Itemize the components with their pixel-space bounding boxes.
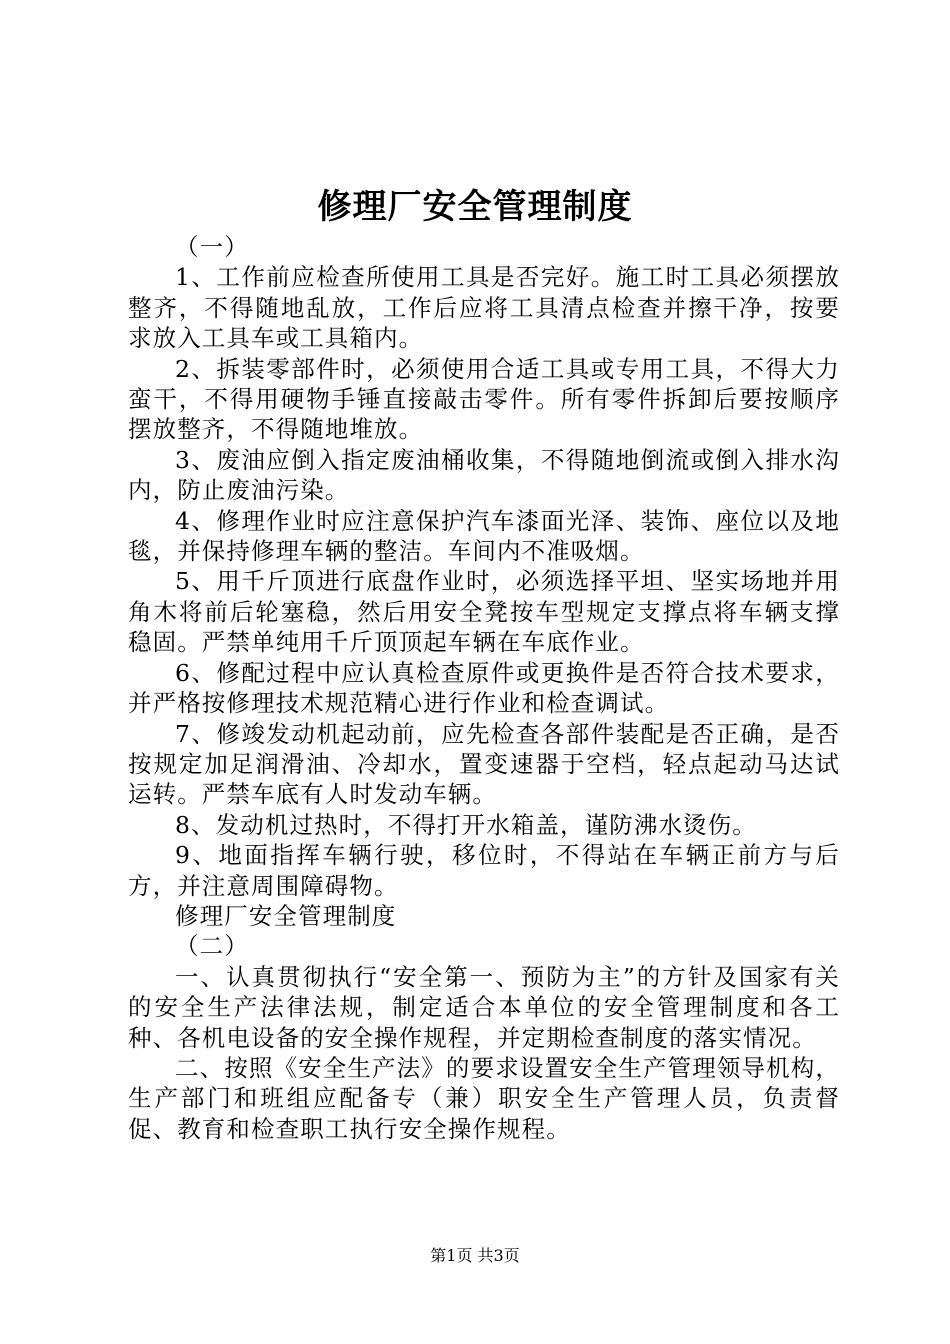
- paragraph-rule-4: 4、修理作业时应注意保护汽车漆面光泽、装饰、座位以及地毯，并保持修理车辆的整洁。车间内不准吸烟。: [128, 506, 840, 566]
- section-heading-2: （二）: [175, 932, 249, 961]
- paragraph-rule-2: 2、拆装零部件时，必须使用合适工具或专用工具，不得大力蛮干，不得用硬物手锤直接敲击零件。所有零件拆卸后要按顺序摆放整齐，不得随地堆放。: [128, 354, 840, 444]
- page-footer: 第1页 共3页: [430, 1246, 520, 1265]
- paragraph-rule-9: 9、地面指挥车辆行驶，移位时，不得站在车辆正前方与后方，并注意周围障碍物。: [128, 841, 840, 900]
- paragraph-rule-7: 7、修竣发动机起动前，应先检查各部件装配是否正确，是否按规定加足润滑油、冷却水，置变速器于空档，轻点起动马达试运转。严禁车底有人时发动车辆。: [128, 719, 840, 809]
- paragraph-article-1: 一、认真贯彻执行“安全第一、预防为主”的方针及国家有关的安全生产法律法规，制定适合本单位的安全管理制度和各工种、各机电设备的安全操作规程，并定期检查制度的落实情况。: [128, 962, 840, 1052]
- paragraph-article-2: 二、按照《安全生产法》的要求设置安全生产管理领导机构，生产部门和班组应配备专（兼）职安全生产管理人员，负责督促、教育和检查职工执行安全操作规程。: [128, 1053, 840, 1143]
- section-heading-1: （一）: [175, 233, 249, 261]
- paragraph-rule-3: 3、废油应倒入指定废油桶收集，不得随地倒流或倒入排水沟内，防止废油污染。: [128, 445, 840, 505]
- document-body: [128, 232, 840, 1144]
- section-subtitle: 修理厂安全管理制度: [175, 901, 397, 930]
- paragraph-rule-6: 6、修配过程中应认真检查原件或更换件是否符合技术要求，并严格按修理技术规范精心进行作业和检查调试。: [128, 658, 840, 718]
- paragraph-rule-8: 8、发动机过热时，不得打开水箱盖，谨防沸水烫伤。: [175, 810, 757, 839]
- paragraph-rule-5: 5、用千斤顶进行底盘作业时，必须选择平坦、坚实场地并用角木将前后轮塞稳，然后用安全凳按车型规定支撑点将车辆支撑稳固。严禁单纯用千斤顶顶起车辆在车底作业。: [128, 567, 840, 657]
- document-title: 修理厂安全管理制度: [317, 187, 633, 227]
- paragraph-rule-1: 1、工作前应检查所使用工具是否完好。施工时工具必须摆放整齐，不得随地乱放，工作后应将工具清点检查并擦干净，按要求放入工具车或工具箱内。: [128, 263, 840, 353]
